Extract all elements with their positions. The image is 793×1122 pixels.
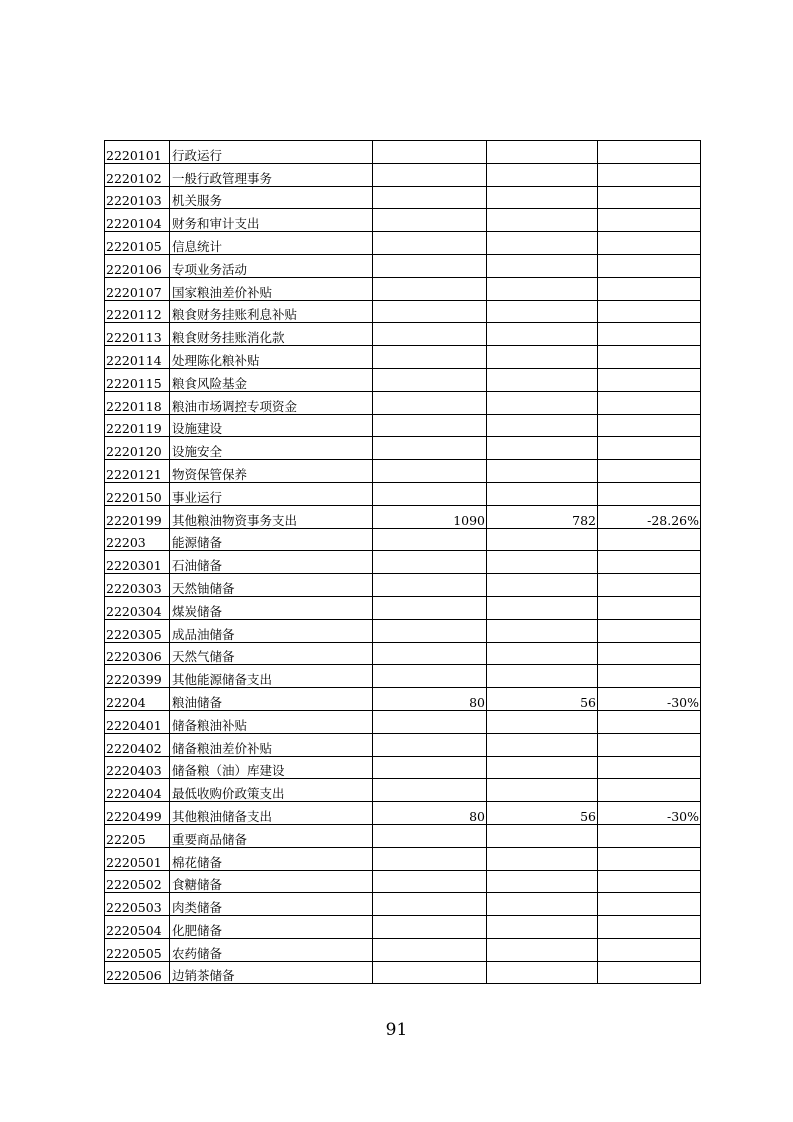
table-row [105, 346, 701, 369]
item-code-cell: 22205 [105, 824, 170, 847]
change-rate-cell [598, 391, 701, 414]
value-cell-2 [487, 916, 598, 939]
value-cell-2 [487, 733, 598, 756]
change-rate-cell [598, 551, 701, 574]
value-cell-1: 80 [373, 688, 487, 711]
item-code-cell: 2220113 [105, 323, 170, 346]
table-row [105, 209, 701, 232]
change-rate-cell [598, 414, 701, 437]
change-rate-cell [598, 916, 701, 939]
item-name-cell: 专项业务活动 [170, 254, 373, 277]
item-code-cell: 2220101 [105, 141, 170, 164]
value-cell-2: 56 [487, 688, 598, 711]
item-code-cell: 2220119 [105, 414, 170, 437]
table-row [105, 232, 701, 255]
item-name-cell: 其他粮油储备支出 [170, 802, 373, 825]
item-code-cell: 2220199 [105, 505, 170, 528]
item-code-cell: 2220499 [105, 802, 170, 825]
value-cell-2 [487, 642, 598, 665]
value-cell-2: 56 [487, 802, 598, 825]
item-code-cell: 2220402 [105, 733, 170, 756]
item-name-cell: 机关服务 [170, 186, 373, 209]
change-rate-cell [598, 893, 701, 916]
item-code-cell: 2220505 [105, 938, 170, 961]
item-code-cell: 2220105 [105, 232, 170, 255]
item-code-cell: 2220401 [105, 710, 170, 733]
table-row [105, 824, 701, 847]
value-cell-1 [373, 551, 487, 574]
value-cell-2 [487, 551, 598, 574]
value-cell-1 [373, 961, 487, 984]
item-name-cell: 天然铀储备 [170, 574, 373, 597]
value-cell-2 [487, 277, 598, 300]
table-row [105, 779, 701, 802]
value-cell-1 [373, 824, 487, 847]
value-cell-2 [487, 414, 598, 437]
item-code-cell: 2220120 [105, 437, 170, 460]
value-cell-1 [373, 596, 487, 619]
value-cell-2 [487, 323, 598, 346]
value-cell-2 [487, 209, 598, 232]
item-code-cell: 22204 [105, 688, 170, 711]
change-rate-cell: -30% [598, 688, 701, 711]
value-cell-1: 1090 [373, 505, 487, 528]
value-cell-1 [373, 756, 487, 779]
change-rate-cell [598, 847, 701, 870]
item-name-cell: 边销茶储备 [170, 961, 373, 984]
item-name-cell: 储备粮（油）库建设 [170, 756, 373, 779]
item-code-cell: 2220501 [105, 847, 170, 870]
change-rate-cell [598, 733, 701, 756]
value-cell-1 [373, 642, 487, 665]
table-row [105, 733, 701, 756]
value-cell-2 [487, 232, 598, 255]
value-cell-1 [373, 847, 487, 870]
change-rate-cell [598, 938, 701, 961]
value-cell-2 [487, 619, 598, 642]
value-cell-2 [487, 391, 598, 414]
value-cell-2 [487, 141, 598, 164]
change-rate-cell [598, 482, 701, 505]
item-name-cell: 最低收购价政策支出 [170, 779, 373, 802]
change-rate-cell [598, 141, 701, 164]
change-rate-cell [598, 346, 701, 369]
change-rate-cell [598, 642, 701, 665]
item-name-cell: 天然气储备 [170, 642, 373, 665]
value-cell-2 [487, 437, 598, 460]
value-cell-1 [373, 460, 487, 483]
change-rate-cell [598, 186, 701, 209]
change-rate-cell [598, 596, 701, 619]
item-name-cell: 粮食财务挂账消化款 [170, 323, 373, 346]
value-cell-1: 80 [373, 802, 487, 825]
item-name-cell: 肉类储备 [170, 893, 373, 916]
item-code-cell: 2220103 [105, 186, 170, 209]
item-name-cell: 成品油储备 [170, 619, 373, 642]
change-rate-cell: -30% [598, 802, 701, 825]
value-cell-1 [373, 232, 487, 255]
table-row [105, 916, 701, 939]
item-code-cell: 2220106 [105, 254, 170, 277]
item-name-cell: 农药储备 [170, 938, 373, 961]
value-cell-1 [373, 323, 487, 346]
value-cell-2: 782 [487, 505, 598, 528]
item-name-cell: 设施建设 [170, 414, 373, 437]
value-cell-1 [373, 209, 487, 232]
item-name-cell: 化肥储备 [170, 916, 373, 939]
value-cell-2 [487, 870, 598, 893]
change-rate-cell [598, 323, 701, 346]
item-name-cell: 设施安全 [170, 437, 373, 460]
value-cell-1 [373, 733, 487, 756]
table-row [105, 391, 701, 414]
item-code-cell: 2220118 [105, 391, 170, 414]
value-cell-1 [373, 665, 487, 688]
table-row [105, 574, 701, 597]
change-rate-cell [598, 209, 701, 232]
item-code-cell: 2220403 [105, 756, 170, 779]
change-rate-cell [598, 368, 701, 391]
item-name-cell: 粮油储备 [170, 688, 373, 711]
item-code-cell: 2220504 [105, 916, 170, 939]
value-cell-2 [487, 665, 598, 688]
table-row [105, 528, 701, 551]
value-cell-1 [373, 277, 487, 300]
table-row [105, 505, 701, 528]
table-row [105, 277, 701, 300]
value-cell-2 [487, 756, 598, 779]
item-code-cell: 2220114 [105, 346, 170, 369]
value-cell-2 [487, 528, 598, 551]
item-code-cell: 2220305 [105, 619, 170, 642]
item-name-cell: 粮食风险基金 [170, 368, 373, 391]
table-row [105, 414, 701, 437]
value-cell-2 [487, 574, 598, 597]
change-rate-cell [598, 779, 701, 802]
value-cell-1 [373, 528, 487, 551]
table-row [105, 254, 701, 277]
table-row [105, 323, 701, 346]
table-row [105, 642, 701, 665]
value-cell-2 [487, 893, 598, 916]
value-cell-1 [373, 893, 487, 916]
change-rate-cell [598, 277, 701, 300]
change-rate-cell [598, 619, 701, 642]
value-cell-2 [487, 186, 598, 209]
table-row [105, 688, 701, 711]
change-rate-cell [598, 528, 701, 551]
table-row [105, 710, 701, 733]
item-code-cell: 2220506 [105, 961, 170, 984]
item-code-cell: 2220301 [105, 551, 170, 574]
table-row [105, 300, 701, 323]
change-rate-cell [598, 961, 701, 984]
value-cell-2 [487, 847, 598, 870]
change-rate-cell [598, 870, 701, 893]
table-row [105, 961, 701, 984]
item-name-cell: 石油储备 [170, 551, 373, 574]
table-row [105, 437, 701, 460]
change-rate-cell: -28.26% [598, 505, 701, 528]
value-cell-1 [373, 916, 487, 939]
item-code-cell: 22203 [105, 528, 170, 551]
table-row [105, 756, 701, 779]
item-code-cell: 2220306 [105, 642, 170, 665]
value-cell-2 [487, 300, 598, 323]
table-row [105, 551, 701, 574]
value-cell-1 [373, 574, 487, 597]
item-name-cell: 事业运行 [170, 482, 373, 505]
value-cell-2 [487, 779, 598, 802]
item-name-cell: 食糖储备 [170, 870, 373, 893]
item-code-cell: 2220104 [105, 209, 170, 232]
value-cell-1 [373, 163, 487, 186]
item-name-cell: 行政运行 [170, 141, 373, 164]
item-code-cell: 2220150 [105, 482, 170, 505]
change-rate-cell [598, 574, 701, 597]
item-name-cell: 处理陈化粮补贴 [170, 346, 373, 369]
value-cell-1 [373, 779, 487, 802]
value-cell-2 [487, 163, 598, 186]
item-name-cell: 棉花储备 [170, 847, 373, 870]
item-name-cell: 能源储备 [170, 528, 373, 551]
item-code-cell: 2220115 [105, 368, 170, 391]
item-name-cell: 国家粮油差价补贴 [170, 277, 373, 300]
item-code-cell: 2220102 [105, 163, 170, 186]
value-cell-1 [373, 437, 487, 460]
table-row [105, 802, 701, 825]
item-code-cell: 2220502 [105, 870, 170, 893]
budget-table [104, 140, 701, 984]
value-cell-2 [487, 710, 598, 733]
change-rate-cell [598, 163, 701, 186]
table-row [105, 368, 701, 391]
change-rate-cell [598, 232, 701, 255]
item-name-cell: 其他粮油物资事务支出 [170, 505, 373, 528]
value-cell-1 [373, 938, 487, 961]
item-code-cell: 2220304 [105, 596, 170, 619]
value-cell-1 [373, 619, 487, 642]
item-code-cell: 2220399 [105, 665, 170, 688]
change-rate-cell [598, 665, 701, 688]
item-code-cell: 2220303 [105, 574, 170, 597]
item-code-cell: 2220107 [105, 277, 170, 300]
value-cell-1 [373, 254, 487, 277]
change-rate-cell [598, 300, 701, 323]
value-cell-2 [487, 460, 598, 483]
item-name-cell: 储备粮油补贴 [170, 710, 373, 733]
table-row [105, 665, 701, 688]
table-row [105, 938, 701, 961]
value-cell-2 [487, 938, 598, 961]
item-name-cell: 一般行政管理事务 [170, 163, 373, 186]
change-rate-cell [598, 710, 701, 733]
item-code-cell: 2220121 [105, 460, 170, 483]
table-row [105, 460, 701, 483]
item-name-cell: 煤炭储备 [170, 596, 373, 619]
value-cell-1 [373, 186, 487, 209]
change-rate-cell [598, 437, 701, 460]
change-rate-cell [598, 824, 701, 847]
value-cell-1 [373, 300, 487, 323]
value-cell-2 [487, 596, 598, 619]
item-name-cell: 其他能源储备支出 [170, 665, 373, 688]
table-row [105, 619, 701, 642]
item-name-cell: 财务和审计支出 [170, 209, 373, 232]
page-number: 91 [385, 1020, 408, 1040]
item-name-cell: 重要商品储备 [170, 824, 373, 847]
value-cell-1 [373, 482, 487, 505]
value-cell-2 [487, 961, 598, 984]
value-cell-2 [487, 346, 598, 369]
change-rate-cell [598, 460, 701, 483]
value-cell-1 [373, 346, 487, 369]
value-cell-1 [373, 414, 487, 437]
value-cell-2 [487, 368, 598, 391]
table-row [105, 893, 701, 916]
table-row [105, 141, 701, 164]
item-name-cell: 储备粮油差价补贴 [170, 733, 373, 756]
value-cell-2 [487, 824, 598, 847]
table-body [105, 141, 701, 984]
item-code-cell: 2220112 [105, 300, 170, 323]
item-name-cell: 物资保管保养 [170, 460, 373, 483]
change-rate-cell [598, 254, 701, 277]
table-row [105, 596, 701, 619]
table-row [105, 186, 701, 209]
table-row [105, 482, 701, 505]
table-row [105, 847, 701, 870]
value-cell-2 [487, 482, 598, 505]
item-code-cell: 2220404 [105, 779, 170, 802]
table-row [105, 870, 701, 893]
value-cell-1 [373, 141, 487, 164]
item-code-cell: 2220503 [105, 893, 170, 916]
value-cell-1 [373, 710, 487, 733]
item-name-cell: 粮油市场调控专项资金 [170, 391, 373, 414]
value-cell-1 [373, 391, 487, 414]
value-cell-1 [373, 870, 487, 893]
item-name-cell: 信息统计 [170, 232, 373, 255]
value-cell-1 [373, 368, 487, 391]
value-cell-2 [487, 254, 598, 277]
item-name-cell: 粮食财务挂账利息补贴 [170, 300, 373, 323]
change-rate-cell [598, 756, 701, 779]
table-row [105, 163, 701, 186]
